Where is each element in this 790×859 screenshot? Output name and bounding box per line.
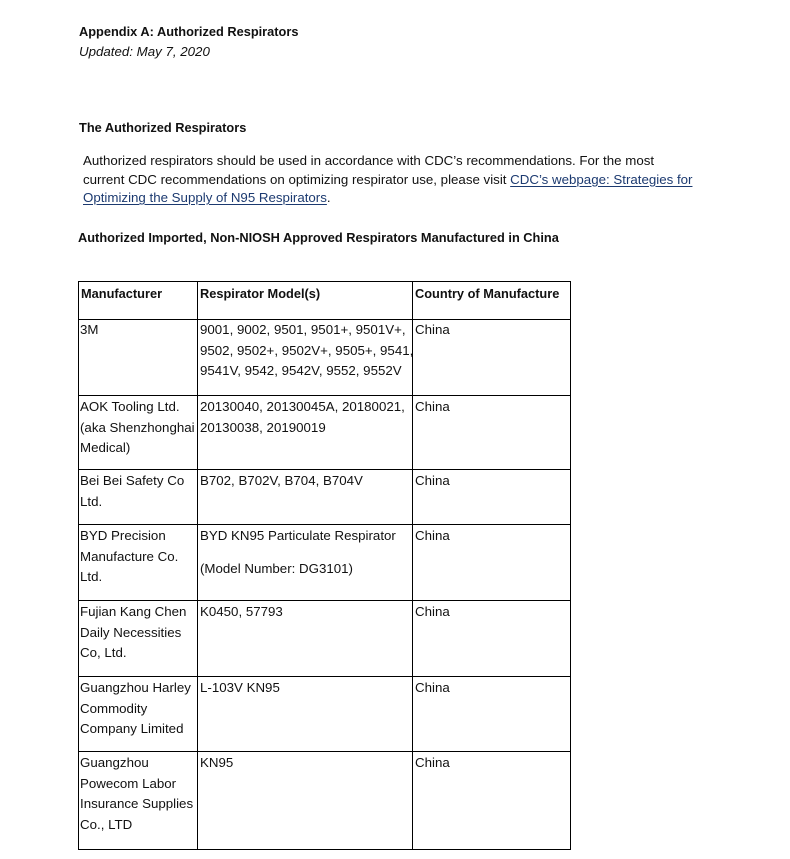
models-cell [198, 320, 413, 396]
intro-line: Authorized respirators should be used in accordance with CDC’s recommendations. For the most [83, 153, 655, 168]
manufacturer-text: (aka Shenzhonghai [80, 419, 195, 435]
manufacturer-text: Bei Bei Safety Co [80, 473, 185, 488]
manufacturer-text: Manufacture Co. [80, 548, 179, 564]
models-cell [198, 525, 413, 601]
country-cell [413, 752, 571, 850]
manufacturer-text: Co., LTD [80, 816, 133, 832]
models-text: 9502, 9502+, 9502V+, 9505+, 9541, [200, 342, 414, 358]
manufacturer-text: Daily Necessities [80, 624, 182, 640]
table-row [79, 525, 571, 601]
country-cell [413, 601, 571, 677]
intro-line: current CDC recommendations on optimizing respirator use, please visit [83, 171, 511, 187]
models-text: 20130040, 20130045A, 20180021, [200, 399, 405, 414]
models-text: 9001, 9002, 9501, 9501+, 9501V+, [200, 322, 406, 337]
country-text: China [415, 399, 450, 414]
table-row [79, 601, 571, 677]
manufacturer-text: Ltd. [80, 569, 103, 584]
respirators-table-body [79, 320, 571, 850]
manufacturer-text: Co, Ltd. [80, 645, 127, 660]
manufacturer-cell [79, 525, 198, 601]
country-text: China [415, 604, 450, 619]
country-cell [413, 396, 571, 470]
table-header-row [79, 282, 571, 320]
manufacturer-cell [79, 601, 198, 677]
country-text: China [415, 322, 450, 337]
section-heading: The Authorized Respirators [79, 120, 247, 135]
models-text: BYD KN95 Particulate Respirator [200, 528, 396, 543]
manufacturer-text: Powecom Labor [80, 775, 177, 791]
models-cell [198, 396, 413, 470]
link-text[interactable]: CDC’s webpage: Strategies for [510, 171, 693, 187]
manufacturer-text: AOK Tooling Ltd. [80, 399, 180, 414]
link-text[interactable]: Optimizing the Supply of N95 Respirators [83, 190, 327, 205]
manufacturer-text: Fujian Kang Chen [80, 604, 187, 619]
table-row [79, 677, 571, 752]
models-cell [198, 677, 413, 752]
models-cell [198, 601, 413, 677]
country-cell [413, 470, 571, 525]
table-row [79, 396, 571, 470]
intro-paragraph [83, 152, 692, 208]
country-text: China [415, 473, 450, 488]
country-text: China [415, 528, 450, 543]
column-header-country: Country of Manufacture [413, 282, 571, 320]
manufacturer-text: Company Limited [80, 721, 184, 736]
country-cell [413, 320, 571, 396]
manufacturer-text: Ltd. [80, 493, 103, 509]
manufacturer-text: 3M [80, 322, 99, 337]
respirators-table [78, 281, 571, 850]
country-text: China [415, 755, 450, 770]
country-cell [413, 677, 571, 752]
table-row [79, 752, 571, 850]
manufacturer-text: Medical) [80, 440, 131, 455]
models-text: K0450, 57793 [200, 604, 283, 619]
manufacturer-text: Guangzhou [80, 755, 149, 770]
country-text: China [415, 680, 450, 695]
intro-suffix: . [326, 190, 331, 205]
manufacturer-text: Insurance Supplies [80, 796, 194, 811]
manufacturer-cell [79, 320, 198, 396]
table-heading: Authorized Imported, Non-NIOSH Approved Respirators Manufactured in China [78, 230, 559, 245]
manufacturer-cell [79, 752, 198, 850]
manufacturer-cell [79, 677, 198, 752]
models-cell [198, 470, 413, 525]
models-text: 20130038, 20190019 [200, 419, 326, 435]
table-header [79, 282, 571, 320]
models-text: (Model Number: DG3101) [200, 561, 353, 576]
updated-date: Updated: May 7, 2020 [79, 44, 210, 59]
table-row [79, 320, 571, 396]
models-text: KN95 [200, 755, 234, 770]
manufacturer-text: Commodity [80, 700, 148, 716]
models-text: L-103V KN95 [200, 680, 280, 695]
manufacturer-text: BYD Precision [80, 528, 166, 543]
country-cell [413, 525, 571, 601]
manufacturer-cell [79, 396, 198, 470]
manufacturer-text: Guangzhou Harley [80, 680, 191, 695]
table-row [79, 470, 571, 525]
document-title: Appendix A: Authorized Respirators [79, 24, 299, 39]
manufacturer-cell [79, 470, 198, 525]
models-cell [198, 752, 413, 850]
column-header-manufacturer: Manufacturer [79, 282, 198, 320]
models-text: B702, B702V, B704, B704V [200, 473, 363, 488]
column-header-models: Respirator Model(s) [198, 282, 413, 320]
models-text: 9541V, 9542, 9542V, 9552, 9552V [200, 363, 402, 378]
